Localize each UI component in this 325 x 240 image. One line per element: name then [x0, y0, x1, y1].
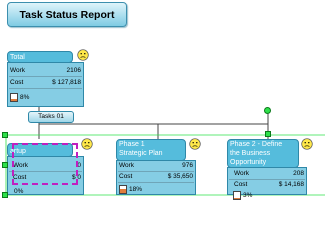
total-node-title: Total [7, 51, 73, 63]
phase-1-node-title: Phase 1 Strategic Plan [116, 139, 186, 161]
startup-percent: 0% [14, 188, 24, 195]
total-cost-label: Cost [10, 79, 24, 86]
phase-1-work-value: 976 [182, 162, 193, 169]
phase-2-node-title: Phase 2 - Define the Business Opportunity [227, 139, 299, 168]
startup-node-title: artup [7, 143, 73, 157]
total-work-value: 2106 [66, 67, 81, 74]
phase-2-cost-label: Cost [234, 181, 248, 188]
startup-cost-label: Cost [13, 174, 27, 181]
phase-1-cost-value: $ 35,650 [167, 173, 193, 180]
tasks-tab[interactable]: Tasks 01 [28, 111, 74, 123]
connector-handle[interactable] [265, 131, 271, 137]
phase-1-cost-label: Cost [119, 173, 133, 180]
phase-1-percent: 18% [129, 186, 143, 193]
phase-1-node[interactable] [116, 139, 196, 195]
resize-handle-mid-left[interactable] [2, 162, 8, 168]
phase-2-cost-value: $ 14,168 [278, 181, 304, 188]
phase-1-progress-bar [119, 185, 127, 194]
startup-work-value: 0 [77, 162, 81, 169]
neutral-face-icon [77, 49, 89, 61]
startup-node[interactable] [7, 139, 84, 195]
startup-work-label: Work [13, 162, 29, 169]
neutral-face-icon [189, 138, 201, 150]
report-title[interactable]: Task Status Report [7, 2, 127, 27]
phase-2-work-label: Work [234, 170, 250, 177]
phase-1-work-label: Work [119, 162, 135, 169]
total-percent: 8% [20, 94, 30, 101]
resize-handle-top-left[interactable] [2, 132, 8, 138]
selection-outline [12, 143, 78, 185]
neutral-face-icon [81, 138, 93, 150]
rotate-handle[interactable] [264, 107, 271, 114]
phase-2-progress-bar [233, 191, 241, 200]
total-node[interactable] [7, 51, 84, 107]
neutral-face-icon [301, 138, 313, 150]
phase-2-work-value: 208 [293, 170, 304, 177]
startup-cost-value: $ 0 [71, 174, 81, 181]
phase-2-percent: 3% [243, 192, 253, 199]
total-cost-value: $ 127,818 [52, 79, 81, 86]
total-work-label: Work [10, 67, 26, 74]
resize-handle-bottom-left[interactable] [2, 192, 8, 198]
phase-2-node[interactable] [227, 139, 307, 199]
total-progress-bar [10, 93, 18, 102]
